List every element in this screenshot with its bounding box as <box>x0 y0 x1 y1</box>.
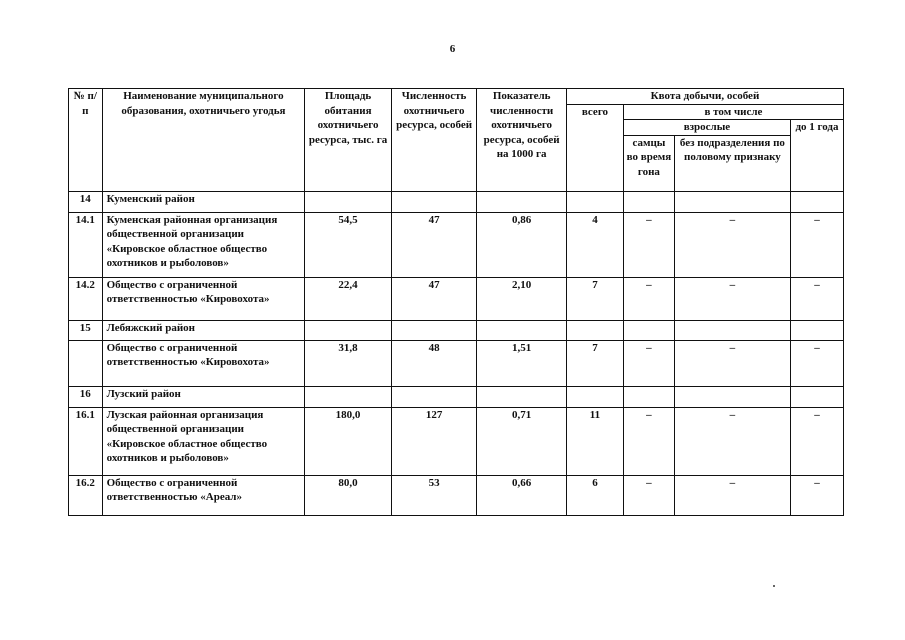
header-name: Наименование муниципального образования, охотничьего угодья <box>102 89 305 192</box>
page-number: 6 <box>449 43 456 55</box>
quota-total-value: 6 <box>566 475 623 515</box>
row-name: Общество с ограниченной ответственностью «Ареал» <box>102 475 305 515</box>
table-row <box>69 475 844 515</box>
row-name: Общество с ограниченной ответственностью «Кировохота» <box>102 340 305 386</box>
quota-males-value: – <box>623 407 674 475</box>
quota-total-value: 7 <box>566 340 623 386</box>
empty-cell <box>790 191 843 212</box>
empty-cell <box>623 191 674 212</box>
count-value: 47 <box>391 277 477 320</box>
density-value: 2,10 <box>477 277 567 320</box>
row-name: Лебяжский район <box>102 320 305 340</box>
header-density: Показатель численности охотничьего ресурса, особей на 1000 га <box>477 89 567 192</box>
empty-cell <box>391 191 477 212</box>
header-no: № п/п <box>69 89 103 192</box>
quota-young-value: – <box>790 475 843 515</box>
empty-cell <box>391 386 477 407</box>
quota-males-value: – <box>623 475 674 515</box>
row-number: 15 <box>69 320 103 340</box>
area-value: 54,5 <box>305 212 392 277</box>
empty-cell <box>566 320 623 340</box>
row-name: Куменская районная организация общественной организации «Кировское областное общество охотников и рыболовов» <box>102 212 305 277</box>
count-value: 47 <box>391 212 477 277</box>
quota-young-value: – <box>790 340 843 386</box>
empty-cell <box>566 386 623 407</box>
empty-cell <box>305 320 392 340</box>
quota-young-value: – <box>790 277 843 320</box>
header-under-1-year: до 1 года <box>790 120 843 192</box>
count-value: 53 <box>391 475 477 515</box>
row-number: 14.1 <box>69 212 103 277</box>
row-name: Лузский район <box>102 386 305 407</box>
empty-cell <box>305 191 392 212</box>
quota-no-sex-value: – <box>674 407 790 475</box>
row-name: Лузская районная организация общественной организации «Кировское областное общество охотников и рыболовов» <box>102 407 305 475</box>
table-body <box>69 191 844 515</box>
quota-males-value: – <box>623 340 674 386</box>
empty-cell <box>674 191 790 212</box>
area-value: 180,0 <box>305 407 392 475</box>
scan-speck <box>773 585 775 587</box>
quota-young-value: – <box>790 212 843 277</box>
empty-cell <box>674 386 790 407</box>
table-row <box>69 407 844 475</box>
quota-no-sex-value: – <box>674 475 790 515</box>
quota-no-sex-value: – <box>674 212 790 277</box>
quota-males-value: – <box>623 212 674 277</box>
empty-cell <box>674 320 790 340</box>
count-value: 127 <box>391 407 477 475</box>
section-row <box>69 386 844 407</box>
quota-males-value: – <box>623 277 674 320</box>
header-no-sex-division: без подразделения по половому признаку <box>674 135 790 191</box>
header-adults: взрослые <box>623 120 790 136</box>
header-total: всего <box>566 104 623 191</box>
empty-cell <box>790 386 843 407</box>
empty-cell <box>790 320 843 340</box>
row-number: 16 <box>69 386 103 407</box>
quota-total-value: 11 <box>566 407 623 475</box>
area-value: 22,4 <box>305 277 392 320</box>
quota-no-sex-value: – <box>674 340 790 386</box>
row-number: 16.2 <box>69 475 103 515</box>
section-row <box>69 320 844 340</box>
empty-cell <box>623 320 674 340</box>
empty-cell <box>477 386 567 407</box>
density-value: 1,51 <box>477 340 567 386</box>
empty-cell <box>477 320 567 340</box>
area-value: 80,0 <box>305 475 392 515</box>
quota-total-value: 4 <box>566 212 623 277</box>
section-row <box>69 191 844 212</box>
row-name: Куменский район <box>102 191 305 212</box>
table-header <box>69 89 844 192</box>
empty-cell <box>391 320 477 340</box>
empty-cell <box>566 191 623 212</box>
header-count: Численность охотничьего ресурса, особей <box>391 89 477 192</box>
row-number: 14.2 <box>69 277 103 320</box>
header-including: в том числе <box>623 104 843 120</box>
row-number <box>69 340 103 386</box>
density-value: 0,66 <box>477 475 567 515</box>
empty-cell <box>305 386 392 407</box>
table-row <box>69 340 844 386</box>
area-value: 31,8 <box>305 340 392 386</box>
empty-cell <box>623 386 674 407</box>
table-row <box>69 277 844 320</box>
header-area: Площадь обитания охотничьего ресурса, тыс. га <box>305 89 392 192</box>
density-value: 0,86 <box>477 212 567 277</box>
quota-total-value: 7 <box>566 277 623 320</box>
quota-no-sex-value: – <box>674 277 790 320</box>
row-name: Общество с ограниченной ответственностью «Кировохота» <box>102 277 305 320</box>
row-number: 14 <box>69 191 103 212</box>
quota-table <box>68 88 844 516</box>
empty-cell <box>477 191 567 212</box>
row-number: 16.1 <box>69 407 103 475</box>
header-males-rut: самцы во время гона <box>623 135 674 191</box>
density-value: 0,71 <box>477 407 567 475</box>
header-quota: Квота добычи, особей <box>566 89 843 105</box>
quota-young-value: – <box>790 407 843 475</box>
count-value: 48 <box>391 340 477 386</box>
table-row <box>69 212 844 277</box>
